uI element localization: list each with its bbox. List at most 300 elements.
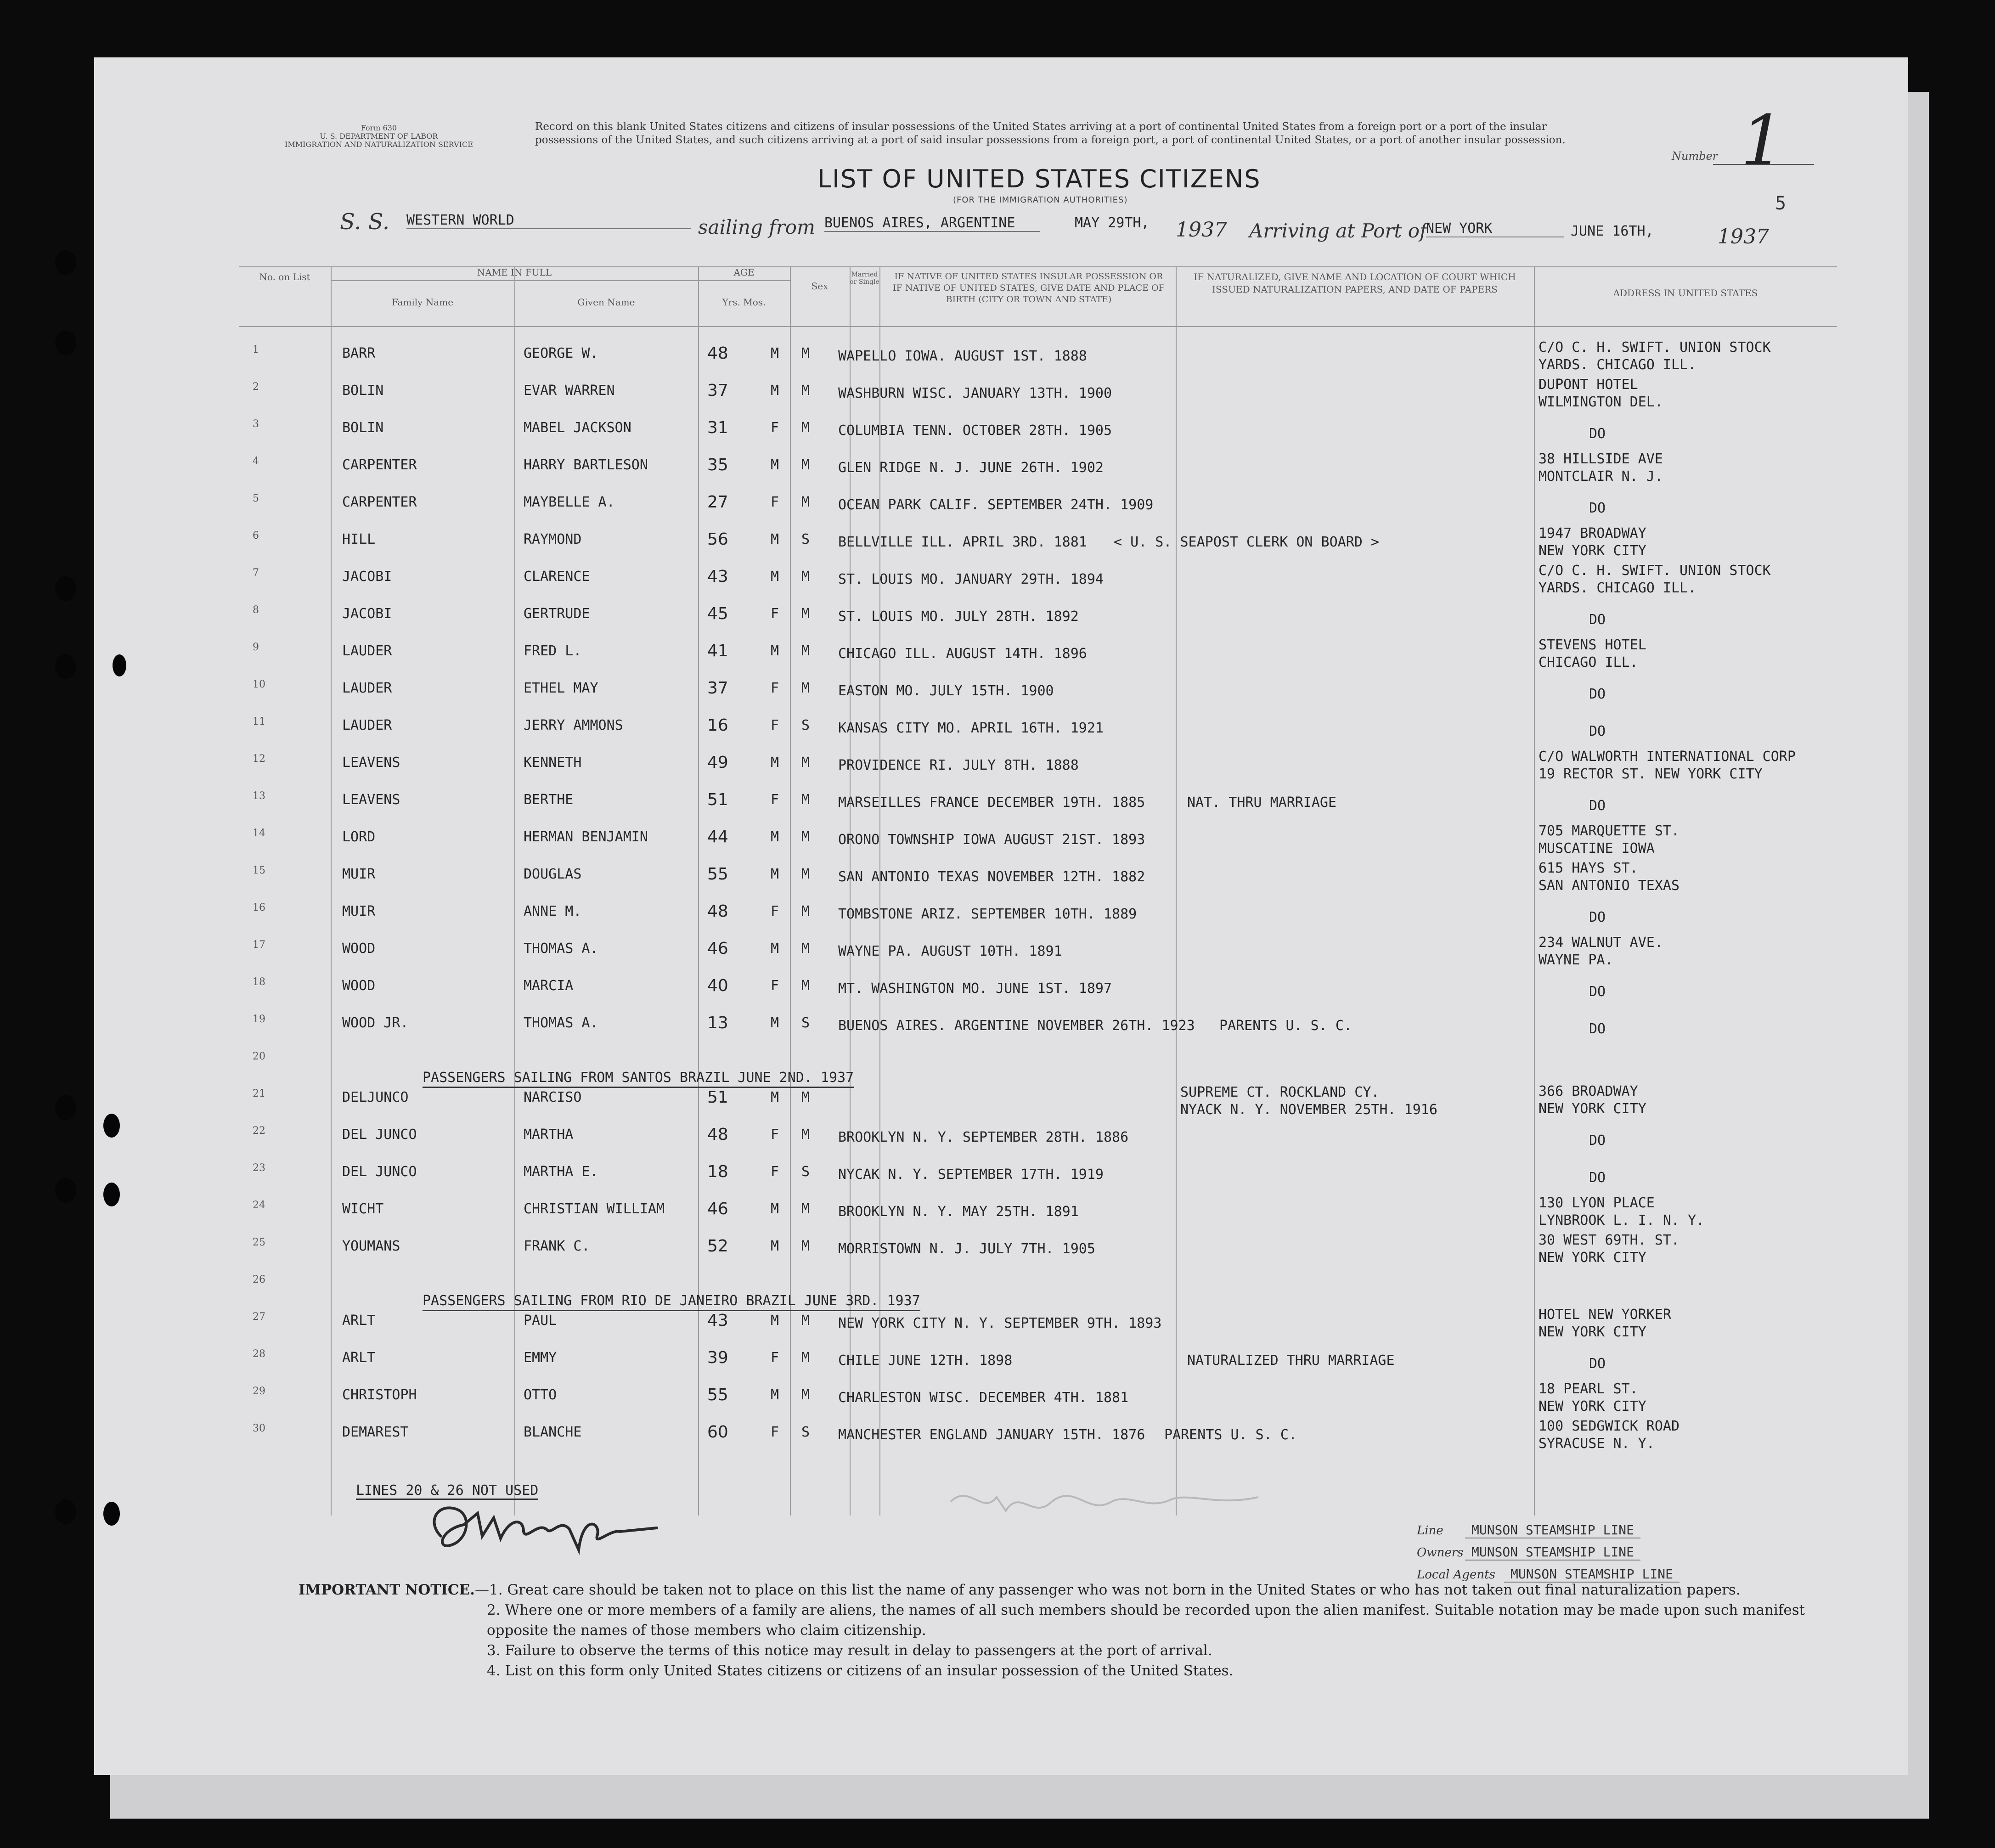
address-line: DO — [1589, 1021, 1606, 1037]
table-row — [239, 1381, 1837, 1423]
row-number: 7 — [253, 567, 259, 579]
birth-place-date: COLUMBIA TENN. OCTOBER 28TH. 1905 — [838, 423, 1112, 439]
given-name: CHRISTIAN WILLIAM — [524, 1201, 665, 1217]
col-header-given-name: Given Name — [577, 297, 635, 308]
family-name: LORD — [342, 829, 376, 845]
sex: M — [771, 345, 779, 361]
address-line: DO — [1589, 500, 1606, 516]
age: 18 — [707, 1162, 728, 1181]
address-line: C/O C. H. SWIFT. UNION STOCK — [1539, 563, 1771, 579]
table-row — [239, 1163, 1837, 1200]
row-number: 29 — [253, 1386, 265, 1397]
family-name: CHRISTOPH — [342, 1387, 417, 1403]
address-line: MUSCATINE IOWA — [1539, 840, 1655, 856]
binder-hole — [55, 1178, 76, 1203]
given-name: EMMY — [524, 1350, 557, 1366]
row-number: 8 — [253, 604, 259, 616]
lines-not-used-note: LINES 20 & 26 NOT USED — [356, 1482, 538, 1500]
ship-name: WESTERN WORLD — [406, 212, 691, 229]
birth-place-date: BROOKLYN N. Y. MAY 25TH. 1891 — [838, 1204, 1079, 1220]
address — [1589, 686, 1606, 703]
address-line: 18 PEARL ST. — [1539, 1381, 1638, 1397]
naturalization-note: NATURALIZED THRU MARRIAGE — [1187, 1352, 1395, 1369]
address-line: 1947 BROADWAY — [1539, 525, 1646, 541]
departure-date: MAY 29TH, — [1075, 215, 1150, 231]
sex: F — [771, 978, 779, 994]
birth-place-date: WAPELLO IOWA. AUGUST 1ST. 1888 — [838, 348, 1087, 364]
given-name: FRED L. — [524, 643, 582, 659]
row-number: 18 — [253, 976, 265, 988]
col-header-naturalized: IF NATURALIZED, GIVE NAME AND LOCATION OF COURT WHICH ISSUED NATURALIZATION PAPERS, AND DATE OF PAPERS — [1194, 271, 1516, 295]
age: 56 — [707, 530, 728, 549]
table-row — [239, 525, 1837, 567]
family-name: MUIR — [342, 903, 376, 919]
address-line: NEW YORK CITY — [1539, 1101, 1646, 1117]
row-number: 25 — [253, 1237, 265, 1248]
marital-status: M — [801, 978, 810, 994]
address-line: DO — [1589, 909, 1606, 925]
row-number: 13 — [253, 790, 265, 802]
sex: M — [771, 755, 779, 771]
marital-status: M — [801, 755, 810, 771]
sex: F — [771, 420, 779, 436]
sex: F — [771, 606, 779, 622]
address-line: DO — [1589, 1356, 1606, 1372]
address-line: WAYNE PA. — [1539, 952, 1613, 968]
address — [1539, 1306, 1671, 1341]
form-identifier — [285, 124, 473, 149]
marital-status: M — [801, 1238, 810, 1254]
family-name: LAUDER — [342, 643, 392, 659]
family-name: DEL JUNCO — [342, 1127, 417, 1143]
address-line: YARDS. CHICAGO ILL. — [1539, 357, 1696, 373]
notice-item-1: —1. Great care should be taken not to place on this list the name of any passenger who was not born in the United States or who has not taken out final naturalization papers. — [474, 1582, 1741, 1598]
given-name: HARRY BARTLESON — [524, 457, 648, 473]
given-name: THOMAS A. — [524, 941, 598, 957]
address-line: CHICAGO ILL. — [1539, 654, 1638, 670]
row-number: 26 — [253, 1274, 265, 1285]
marital-status: M — [801, 494, 810, 510]
row-number: 15 — [253, 865, 265, 876]
address-line: 100 SEDGWICK ROAD — [1539, 1418, 1680, 1434]
sex: M — [771, 1238, 779, 1254]
row-number: 24 — [253, 1200, 265, 1211]
address-line: 366 BROADWAY — [1539, 1083, 1638, 1099]
binder-hole — [103, 1502, 120, 1526]
age: 13 — [707, 1014, 728, 1032]
birth-place-date: MORRISTOWN N. J. JULY 7TH. 1905 — [838, 1241, 1095, 1257]
age: 49 — [707, 753, 728, 772]
given-name: OTTO — [524, 1387, 557, 1403]
address — [1539, 1380, 1646, 1415]
marital-status: M — [801, 1201, 810, 1217]
department-name: U. S. DEPARTMENT OF LABOR — [320, 132, 438, 141]
family-name: WOOD — [342, 978, 376, 994]
sex: F — [771, 1350, 779, 1366]
marital-status: M — [801, 829, 810, 845]
family-name: LEAVENS — [342, 755, 400, 771]
line-row — [1417, 1522, 1679, 1544]
binder-hole — [55, 1499, 76, 1524]
given-name: MABEL JACKSON — [524, 420, 631, 436]
sex: F — [771, 1424, 779, 1440]
table-row — [239, 1126, 1837, 1162]
address-line: 615 HAYS ST. — [1539, 860, 1638, 876]
row-number: 9 — [253, 642, 259, 653]
address — [1539, 339, 1771, 374]
owners-row — [1417, 1544, 1679, 1566]
sex: M — [771, 383, 779, 399]
address-line: LYNBROOK L. I. N. Y. — [1539, 1212, 1705, 1228]
departure-port: BUENOS AIRES, ARGENTINE — [824, 215, 1040, 232]
given-name: PAUL — [524, 1313, 557, 1329]
ss-label: S. S. — [340, 209, 390, 235]
address-line: NEW YORK CITY — [1539, 543, 1646, 559]
signature-scribble — [413, 1486, 707, 1564]
address-line: DO — [1589, 686, 1606, 702]
given-name: RAYMOND — [524, 531, 582, 547]
sex: M — [771, 1313, 779, 1329]
marital-status: S — [801, 1164, 810, 1180]
notice-lead: IMPORTANT NOTICE. — [299, 1582, 475, 1598]
given-name: BERTHE — [524, 792, 574, 808]
address-line: DO — [1589, 984, 1606, 1000]
given-name: EVAR WARREN — [524, 383, 615, 399]
table-row — [239, 716, 1837, 753]
address-line: 38 HILLSIDE AVE — [1539, 451, 1663, 467]
birth-place-date: MARSEILLES FRANCE DECEMBER 19TH. 1885 — [838, 794, 1145, 811]
col-header-age: AGE — [733, 267, 755, 278]
sailing-from-label: sailing from — [698, 216, 815, 238]
arrival-date: JUNE 16TH, — [1571, 223, 1654, 239]
given-name: MAYBELLE A. — [524, 494, 615, 510]
arrival-port: NEW YORK — [1426, 220, 1564, 237]
sex: M — [771, 866, 779, 882]
arriving-label: Arriving at Port of — [1249, 220, 1427, 242]
birth-place-date: ORONO TOWNSHIP IOWA AUGUST 21ST. 1893 — [838, 832, 1145, 848]
col-header-married-single: Married or Single — [850, 271, 879, 286]
naturalization-line: NYACK N. Y. NOVEMBER 25TH. 1916 — [1180, 1102, 1437, 1118]
sex: F — [771, 903, 779, 919]
line-value: MUNSON STEAMSHIP LINE — [1465, 1522, 1640, 1538]
family-name: BARR — [342, 345, 376, 361]
table-row — [239, 749, 1837, 790]
given-name: BLANCHE — [524, 1424, 582, 1440]
family-name: LAUDER — [342, 717, 392, 733]
sex: M — [771, 457, 779, 473]
address-line: 19 RECTOR ST. NEW YORK CITY — [1539, 766, 1763, 782]
family-name: DELJUNCO — [342, 1089, 409, 1105]
departure-year: 1937 — [1176, 218, 1227, 242]
sex: F — [771, 680, 779, 696]
address — [1539, 860, 1679, 895]
corner-mark: 5 — [1775, 193, 1786, 214]
address-line: 234 WALNUT AVE. — [1539, 935, 1663, 951]
age: 41 — [707, 642, 728, 660]
sex: F — [771, 792, 779, 808]
address-line: NEW YORK CITY — [1539, 1250, 1646, 1266]
family-name: WOOD JR. — [342, 1015, 409, 1031]
address-line: HOTEL NEW YORKER — [1539, 1307, 1671, 1323]
table-row — [239, 1307, 1837, 1348]
naturalization-line: SUPREME CT. ROCKLAND CY. — [1180, 1084, 1380, 1100]
table-row — [239, 451, 1837, 493]
age: 37 — [707, 381, 728, 400]
address — [1589, 1355, 1606, 1373]
address — [1589, 500, 1606, 517]
address-line: NEW YORK CITY — [1539, 1398, 1646, 1414]
address — [1539, 376, 1663, 411]
given-name: THOMAS A. — [524, 1015, 598, 1031]
given-name: KENNETH — [524, 755, 582, 771]
local-agents-label: Local Agents — [1417, 1568, 1495, 1582]
marital-status: M — [801, 643, 810, 659]
family-name: CARPENTER — [342, 457, 417, 473]
table-row — [239, 823, 1837, 865]
table-row — [239, 339, 1837, 381]
birth-place-date: MT. WASHINGTON MO. JUNE 1ST. 1897 — [838, 980, 1112, 997]
address-line: DO — [1589, 1132, 1606, 1149]
address-line: DO — [1589, 798, 1606, 814]
marital-status: M — [801, 345, 810, 361]
given-name: MARTHA E. — [524, 1164, 598, 1180]
table-row — [239, 1349, 1837, 1386]
age: 35 — [707, 456, 728, 474]
birth-place-date: MANCHESTER ENGLAND JANUARY 15TH. 1876 — [838, 1427, 1145, 1443]
col-header-family-name: Family Name — [391, 297, 454, 308]
table-row — [239, 377, 1837, 418]
address — [1589, 611, 1606, 629]
table-row — [239, 1014, 1837, 1051]
table-row — [239, 860, 1837, 902]
local-agents-value: MUNSON STEAMSHIP LINE — [1504, 1566, 1679, 1583]
notice-item-3: 3. Failure to observe the terms of this notice may result in delay to passengers at the port of arrival. — [487, 1642, 1212, 1659]
birth-place-date: BELLVILLE ILL. APRIL 3RD. 1881 — [838, 534, 1087, 550]
marital-status: M — [801, 866, 810, 882]
address-line: C/O WALWORTH INTERNATIONAL CORP — [1539, 749, 1796, 765]
address — [1539, 1232, 1679, 1267]
marital-status: S — [801, 1015, 810, 1031]
agents-block — [1417, 1522, 1679, 1589]
address — [1589, 1020, 1606, 1038]
binder-hole — [103, 1114, 120, 1138]
important-notice — [299, 1580, 1814, 1681]
list-number-label: Number — [1672, 150, 1718, 163]
sex: M — [771, 941, 779, 957]
age: 31 — [707, 418, 728, 437]
age: 48 — [707, 902, 728, 921]
section-row — [239, 1051, 1837, 1088]
row-number: 4 — [253, 456, 259, 467]
table-row — [239, 563, 1837, 604]
birth-place-date: KANSAS CITY MO. APRIL 16TH. 1921 — [838, 720, 1104, 736]
age: 16 — [707, 716, 728, 735]
address — [1539, 525, 1646, 560]
address — [1539, 1083, 1646, 1118]
marital-status: M — [801, 1089, 810, 1105]
table-row — [239, 419, 1837, 456]
given-name: DOUGLAS — [524, 866, 582, 882]
row-number: 20 — [253, 1051, 265, 1062]
sex: M — [771, 1089, 779, 1105]
birth-place-date: EASTON MO. JULY 15TH. 1900 — [838, 683, 1054, 699]
naturalization-note: NAT. THRU MARRIAGE — [1187, 794, 1337, 811]
age: 45 — [707, 604, 728, 623]
table-row — [239, 1232, 1837, 1274]
sex: F — [771, 494, 779, 510]
row-number: 5 — [253, 493, 259, 504]
sex: M — [771, 569, 779, 585]
address-line: SYRACUSE N. Y. — [1539, 1436, 1655, 1452]
given-name: NARCISO — [524, 1089, 582, 1105]
binder-hole — [55, 654, 76, 679]
header-bottom-rule — [239, 326, 1837, 327]
birth-place-date: OCEAN PARK CALIF. SEPTEMBER 24TH. 1909 — [838, 497, 1154, 513]
address-line: WILMINGTON DEL. — [1539, 394, 1663, 410]
page-subtitle: (FOR THE IMMIGRATION AUTHORITIES) — [953, 195, 1128, 205]
family-name: BOLIN — [342, 420, 384, 436]
address-line: DUPONT HOTEL — [1539, 377, 1638, 393]
row-number: 2 — [253, 381, 259, 393]
marital-status: M — [801, 569, 810, 585]
binder-hole — [55, 331, 76, 355]
given-name: FRANK C. — [524, 1238, 590, 1254]
family-name: JACOBI — [342, 606, 392, 622]
marital-status: M — [801, 941, 810, 957]
marital-status: M — [801, 606, 810, 622]
birth-place-date: CHILE JUNE 12TH. 1898 — [838, 1352, 1013, 1369]
family-name: BOLIN — [342, 383, 384, 399]
address-line: C/O C. H. SWIFT. UNION STOCK — [1539, 339, 1771, 355]
address-line: DO — [1589, 723, 1606, 739]
birth-place-date: GLEN RIDGE N. J. JUNE 26TH. 1902 — [838, 460, 1104, 476]
row-number: 23 — [253, 1162, 265, 1174]
address — [1589, 909, 1606, 926]
col-header-sex: Sex — [811, 281, 828, 292]
binder-hole — [55, 576, 76, 601]
sex: F — [771, 717, 779, 733]
family-name: DEL JUNCO — [342, 1164, 417, 1180]
age: 43 — [707, 1311, 728, 1330]
family-name: YOUMANS — [342, 1238, 400, 1254]
row-number: 6 — [253, 530, 259, 541]
family-name: DEMAREST — [342, 1424, 409, 1440]
table-row — [239, 637, 1837, 679]
age: 48 — [707, 1125, 728, 1144]
address-line: 705 MARQUETTE ST. — [1539, 823, 1680, 839]
name-group-rule — [331, 280, 790, 281]
address-line: YARDS. CHICAGO ILL. — [1539, 580, 1696, 596]
binder-hole — [103, 1183, 120, 1206]
address — [1539, 637, 1646, 671]
sex: M — [771, 1201, 779, 1217]
address — [1539, 934, 1663, 969]
marital-status: M — [801, 420, 810, 436]
age: 46 — [707, 939, 728, 958]
age: 55 — [707, 865, 728, 884]
col-header-no: No. on List — [259, 271, 310, 282]
table-row — [239, 977, 1837, 1014]
age: 37 — [707, 679, 728, 698]
family-name: HILL — [342, 531, 376, 547]
marital-status: M — [801, 1127, 810, 1143]
birth-place-date: TOMBSTONE ARIZ. SEPTEMBER 10TH. 1889 — [838, 906, 1137, 922]
address — [1539, 451, 1663, 485]
marital-status: S — [801, 717, 810, 733]
row-number: 30 — [253, 1423, 265, 1434]
address — [1539, 823, 1679, 857]
age: 40 — [707, 976, 728, 995]
address-line: MONTCLAIR N. J. — [1539, 468, 1663, 485]
form-number: Form 630 — [361, 124, 397, 132]
birth-place-date: WAYNE PA. AUGUST 10TH. 1891 — [838, 943, 1062, 959]
family-name: WOOD — [342, 941, 376, 957]
birth-place-date: CHICAGO ILL. AUGUST 14TH. 1896 — [838, 646, 1087, 662]
address-line: DO — [1589, 612, 1606, 628]
address — [1589, 797, 1606, 815]
family-name: LEAVENS — [342, 792, 400, 808]
table-row — [239, 493, 1837, 530]
section-heading: PASSENGERS SAILING FROM RIO DE JANEIRO BRAZIL JUNE 3RD. 1937 — [423, 1293, 920, 1311]
age: 60 — [707, 1423, 728, 1442]
sex: F — [771, 1164, 779, 1180]
sex: M — [771, 531, 779, 547]
table-row — [239, 1418, 1837, 1460]
given-name: HERMAN BENJAMIN — [524, 829, 648, 845]
address — [1589, 1169, 1606, 1187]
family-name: ARLT — [342, 1350, 376, 1366]
col-header-address: ADDRESS IN UNITED STATES — [1613, 287, 1758, 299]
family-name: MUIR — [342, 866, 376, 882]
age: 55 — [707, 1386, 728, 1404]
table-row — [239, 605, 1837, 642]
address — [1589, 723, 1606, 740]
sex: M — [771, 829, 779, 845]
sex: M — [771, 1015, 779, 1031]
address-line: DO — [1589, 426, 1606, 442]
birth-place-date: NEW YORK CITY N. Y. SEPTEMBER 9TH. 1893 — [838, 1315, 1162, 1331]
given-name: MARCIA — [524, 978, 574, 994]
age: 51 — [707, 790, 728, 809]
row-number: 12 — [253, 753, 265, 765]
given-name: GERTRUDE — [524, 606, 590, 622]
address — [1589, 425, 1606, 443]
family-name: LAUDER — [342, 680, 392, 696]
birth-place-date: SAN ANTONIO TEXAS NOVEMBER 12TH. 1882 — [838, 869, 1145, 885]
address — [1589, 983, 1606, 1001]
section-row — [239, 1274, 1837, 1311]
marital-status: M — [801, 792, 810, 808]
address-line: 130 LYON PLACE — [1539, 1195, 1655, 1211]
marital-status: M — [801, 1350, 810, 1366]
list-number-value: 1 — [1741, 101, 1785, 181]
address-line: NEW YORK CITY — [1539, 1324, 1646, 1340]
row-number: 21 — [253, 1088, 265, 1099]
given-name: GEORGE W. — [524, 345, 598, 361]
address-line: STEVENS HOTEL — [1539, 637, 1646, 653]
naturalization-details — [1180, 1084, 1437, 1119]
row-number: 1 — [253, 344, 259, 355]
table-row — [239, 935, 1837, 976]
record-instructions: Record on this blank United States citizens and citizens of insular possessions of the United States arriving at a port of continental United States from a foreign port or a port of the insular possessions of the United States, and such citizens arriving at a port of said insular possessions from a foreign port, a port of continental United States, or a port of another insular possession. — [535, 121, 1566, 146]
table-row — [239, 791, 1837, 828]
naturalization-note: PARENTS U. S. C. — [1164, 1427, 1297, 1443]
family-name: WICHT — [342, 1201, 384, 1217]
owners-label: Owners — [1417, 1546, 1464, 1560]
address — [1539, 1418, 1679, 1453]
marital-status: M — [801, 680, 810, 696]
age: 43 — [707, 567, 728, 586]
